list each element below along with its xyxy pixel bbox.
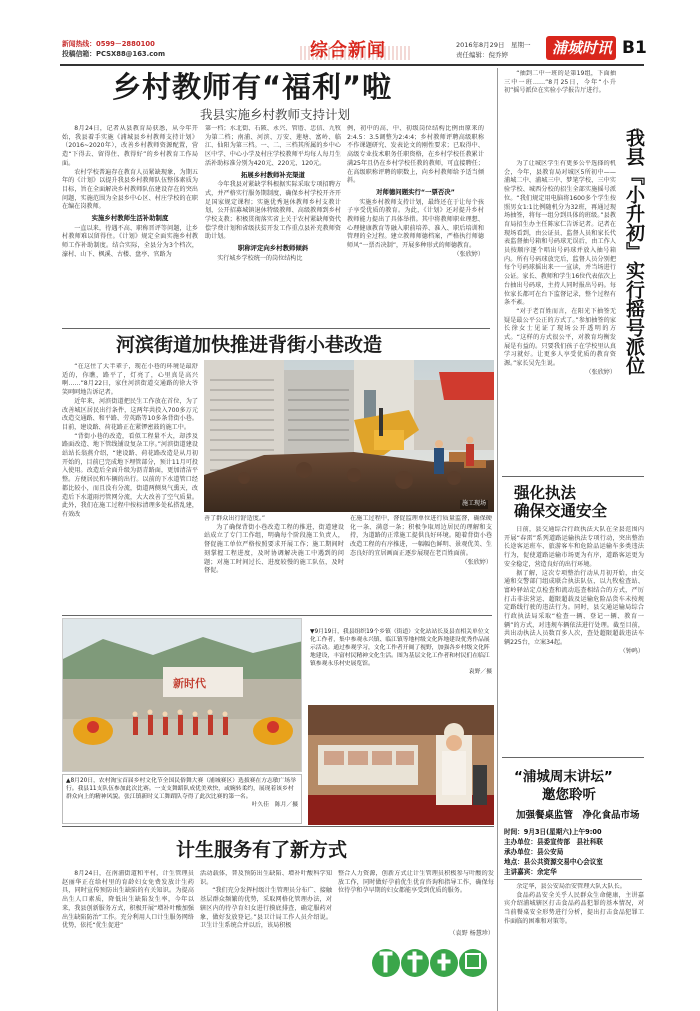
- story1-para: 实施乡村教师支持计划，最终还在于让每个孩子享受优质的教育。为此，《计划》还对提升乡村教师能力提出了具体举措。其中将教师职业理想、心理健康教育等融入职前培养、准入、职后培训和管理的全过程。建立教师师德档案，严格执行师德师风“一票否决制”，开展多种形式的师德教育。: [347, 198, 484, 250]
- lecture-row: 主讲嘉宾：余定华: [504, 868, 557, 876]
- hotline-label: 新闻热线：: [62, 40, 96, 48]
- story4-para: 整合人力资源，创新方式让计生管理员积极参与叶酸的发放工作，同时做好孕前优生优育咨询和指导工作，确保每位待孕和孕早期的妇女都能享受到优质的服务。: [338, 870, 494, 895]
- story4-top-rule: [62, 826, 494, 827]
- right-column-divider: [497, 68, 498, 1011]
- dance-festival-credit: 叶久佳 陈月／摄: [251, 802, 298, 808]
- story2-byline: （张欣婷）: [461, 558, 492, 566]
- health-window-logo-art: [370, 942, 490, 984]
- story1-subheading: 实施乡村教师生活补助制度: [91, 214, 169, 223]
- story1-headline: 乡村教师有“福利”啦: [112, 70, 393, 104]
- lecture-row: 主办单位：县委宣传部 县社科联: [504, 838, 603, 846]
- story1-byline: （张欣婷）: [453, 250, 484, 258]
- sidebar1-para: “对于老百姓而言，在阳光下抽签无疑是最公平公正的方式了。”参加抽签的家长徐女士见证了现场公开透明的方式。“这样的方式很公平，对教育均衡发展是有益的。只要我们孩子在学校里认真学习就好。让更多人享受优质的教育资源。”家长吴先生说。: [504, 307, 616, 368]
- story1-para: 8月24日，记者从县教育局获悉，从今年开始，我县着手实施《浦城县乡村教师支持计划》（2016~2020年），改善乡村教师资源配置，营造“下得去、留得住、教得好”的乡村教育工作局面。: [62, 125, 198, 167]
- story2-para: 在施工过程中，督促监理单位进行质量监督，确保硬化一条、满意一条；积极争取周边居民的理解和支持，为道路的正常施工提供良好环境。随着背街小巷改造工程的有序推进，一幅幅色鲜明、景观优美、生态良好的宜居画面正逐步展现在老百姓面前。: [350, 515, 492, 557]
- story1-column-2: [205, 125, 341, 325]
- lecture-topic: 加强餐桌监管 净化食品市场: [516, 810, 640, 821]
- editor-credit: 责任编辑：倪乔婷: [456, 51, 508, 59]
- dance-festival-caption-text: ▲8月20日，农村淘宝首届乡村文化节全国民俗舞大赛（浦城赛区）选拔赛在方志敏广场举行。我县11支队伍参加此次比赛。一支支舞蹈队成优美欢快，或婉转柔约，展现着该乡村群众向上的精神风貌。张江镇新时义工舞蹈队夺得了此次比赛的第一名。: [66, 778, 297, 800]
- email: [62, 50, 165, 59]
- lecture-row: 承办单位：县公安局: [504, 848, 564, 856]
- email-label: 投稿信箱：: [62, 50, 96, 58]
- lecture-row: 地点：县公共资源交易中心会议室: [504, 858, 603, 866]
- lecture-bio: [504, 883, 644, 1008]
- lecture-row: 时间：9月3日(星期六)上午9:00: [504, 828, 602, 836]
- paper-name: 浦城时讯: [552, 39, 613, 57]
- story2-para: “在这住了大半辈子，现在小巷的环境是最舒适的，你瞧，路平了，灯亮了，心里真是高兴啊……”8月22日，家住河滨街道交通路的徐大爷笑呵呵地告诉记者。: [62, 363, 198, 397]
- story1-para: 第一档；水北街、石陂、永兴、管厝、忠信、九牧为第二档；南浦、河滨、万安、莲塘、富岭、临江、仙阳为第三档。一、二、三档其所属的乡中心区中学、中心小学及村庄学校教师平均每人每月生活补助标准分别为420元、220元、120元。: [205, 125, 341, 167]
- masthead-rule: [60, 64, 644, 66]
- story4-para: 活动载体，普及预防出生缺陷、增补叶酸科学知识。: [200, 870, 332, 886]
- story2-para: 为了确保背街小巷改造工程的推进，街道建设站成立了专门工作组，明确每个阶段施工负责人，督促施工单位严格按照要求开展工作；施工期间时刻掌握工程进度，及时协调解决施工中遇到的问题；对施工时间过长、进度较慢的施工队伍，及时督促。: [204, 523, 344, 575]
- story1-subhead: 我县实施乡村教师支持计划: [200, 107, 351, 122]
- lecture-details: [504, 827, 644, 877]
- sidebar1-headline: 我县『小升初』实行摇号派位: [623, 128, 645, 375]
- story4-headline: 计生服务有了新方式: [176, 839, 348, 861]
- story2-headline: 河滨街道加快推进背街小巷改造: [116, 334, 383, 356]
- sidebar1-para: “抽到二中一班的是第19组，下面抽三中一班……”8月25日，今年“小升初”摇号派位在实验小学报告厅进行。: [504, 70, 616, 95]
- dance-festival-image: [63, 619, 302, 772]
- story2-column-1: [62, 363, 198, 655]
- story1-subheading: 职称评定向乡村教师倾斜: [237, 244, 309, 253]
- exhibition-caption: [310, 628, 492, 704]
- story3-para: 日前，县交通综合行政执法大队在全县范围内开展“春雷”系列道路运输执法专项行动，突出整治长途客运班车、旅游客车和危险品运输车多类违法行为，促使道路运输市场更为有序，道路客运更为安全稳定，营造良好的出行环境。: [504, 526, 644, 568]
- sidebar1-byline: （张欣婷）: [585, 368, 616, 376]
- story1-subheading: 拓展乡村教师补充渠道: [241, 170, 305, 179]
- lecture-divider: [504, 879, 642, 880]
- story4-column-1: [62, 870, 194, 1010]
- section-title: [300, 40, 410, 64]
- exhibition-image: [308, 705, 494, 825]
- exhibition-caption-text: ▼9月19日，我县组织19个乡镇（街道）文化站站长及县直相关单位文化工作者，集中参观永兴镇、临江镇等地村级文化阵地建设优秀作品展示活动。通过参观学习，文化工作者开阔了视野，加强各乡村级文化阵地建设，丰富村民精神文化生活。图为基层文化工作者和村民们在临江镇参观永乐村史展览馆。: [310, 629, 490, 667]
- story1-para: 实行城乡学校统一的岗位结构比: [217, 254, 303, 262]
- sidebar1-body: [504, 160, 616, 480]
- story1-para: 农村学校普遍存在教育人员紧缺现象，为期五年的《计划》以提升我县乡村教师队伍整体素质为目标，旨在全面解决乡村教师队伍建设存在的突出问题，实施范围为全县乡中心区、村庄学校的在职在编在岗教师。: [62, 168, 198, 211]
- story3-byline: （钟鸣）: [619, 647, 644, 655]
- story3-body: [504, 526, 644, 788]
- story1-column-1: [62, 125, 198, 325]
- dance-festival-caption: [62, 774, 302, 824]
- story3-headline-1: 强化执法: [514, 483, 577, 502]
- lecture-bio-para: 食品药品安全关乎人民群众生命健康，主讲嘉宾介绍浦城辖区打击食品药品犯罪的基本情况，对当前餐桌安全形势进行分析，提出打击食品犯罪工作面临的困难和对策等。: [504, 891, 644, 925]
- story3-headline-2: 确保交通安全: [514, 501, 608, 520]
- exhibition-credit: 袁野／摄: [468, 669, 492, 675]
- sidebar1-bottom-rule: [502, 476, 644, 477]
- festival-banner-text: 新时代: [173, 677, 206, 690]
- email-value: PCSX88@163.com: [95, 50, 166, 58]
- story2-para: 近年来，河滨街道把民生工作放在首位，为了改善城区居民出行条件，这两年共投入700多万元改造交通路、和平路、劳英路等10多条背街小巷。目前，建设路、荷花路正在紧锣密鼓的施工中。: [62, 397, 198, 431]
- story3-para: 据了解，这次专项整治行动从月初开始，由交通和交警部门组成联合执法队伍，以九牧检查站、富岭驿站定点检查和流动巡查相结合的方式，严厉打击非法营运、超限超载及运输危险品货车未按规定路线行驶的违法行为。同时，县交通运输局综合行政执法局采取“检查一辆、登记一辆、教育一辆”的方式，对违规车辆依法进行处理。截至目前，共出动执法人员数百多人次，查处超限超载违法车辆225台，立案34起。: [504, 569, 644, 647]
- story2-bottom-rule: [62, 615, 492, 616]
- dance-festival-photo: [62, 618, 302, 772]
- page-number: B1: [622, 38, 647, 58]
- health-window-logo: [370, 942, 490, 984]
- story1-para: 今年我县对紧缺学科根据实际采取专项招聘方式，并严格实行服务期制度，确保乡村学校开齐开足国家规定课程；实施优秀退休教师乡村支教计划，公开招募城镇退休特级教师、高级教师到乡村学校支教；积极贯彻落实省上关于农村紧缺师资代偿学费计划和省级扶贫开发工作重点县补充教师资助计划。: [205, 181, 341, 241]
- lecture-notice: [502, 765, 644, 1011]
- story4-column-2: [200, 870, 332, 1010]
- hotline: [62, 40, 155, 49]
- sidebar1-para: 为了让城区学生有更多公平选择的机会，今年，县教育局对城区5所初中——浦城二中、浦城三中、梦笔学校、三中实验学校、城西分校的招生全部实施摇号派位。“我们规定用电脑将1600多个学生按照男女1:1比例随机分为32班，再通过现场抽签，将每一组分到具体的班级。”县教育局招生办主任陈家仁告诉记者。记者在现场看到，由公证员、监督人员和家长代表监督抽号箱和号码球无误后，由工作人员按顺序逐个唱出号码球并放入抽号箱内。所有号码球放完后，监督人员分别把每个号码球摇出来一一宣读，并当场进行公证。家长、教师和学生16位代表依次上台抽出号码球，主持人同时报出号码。每位家长都可在台下监督记录，整个过程有条不紊。: [504, 160, 616, 307]
- story4-para: “我们充分发挥村级计生管理员分布广、接触基层群众频繁的优势，采取网格化管理办法，对辖区内的待孕育妇女进行摸底排查，确定服药对象，做好发放登记。”县卫计局工作人员介绍说。卫生计生系统合并以后，该局积极: [200, 887, 332, 930]
- story1-para: 例，初中的高、中、初级岗位结构比例由原来的2:4.5：3.5调整为2:4:4；乡村教师评聘高级职称不作课题研究、发表论文的刚性要求；已取得中、高级专业技术职务任职资格，在乡村学校任教累计满25年且仍在乡村学校任教的教师，可直接聘任；在高级职称评聘的职数上，向乡村教师给予适当倾斜。: [347, 125, 484, 185]
- story2-para: “背街小巷的改造，看似工程量不大，却涉及路面改造、地下管线铺设复杂工序。”河滨街道建设站站长翁燕介绍，“建设路、荷花路改造是从月初开始的，目前已完成地下埋管部分，预计11月可投入使用。改造后全面升级为沥青路面，更加清洁平整。方便居民和车辆的出行。以前的下水道管口经都比较小，而且没有分流，街道两侧臭气熏天，改造后下水道雨污管网分流，大大改善了空气质量。此外，我们在施工过程中按标清理多处私搭乱建，有效改: [62, 432, 198, 518]
- section-title-text: 综合新闻: [310, 40, 386, 61]
- issue-date: 2016年8月29日 星期一: [456, 41, 531, 49]
- construction-photo-label: 施工现场: [461, 500, 486, 508]
- story3-bottom-rule: [502, 757, 644, 758]
- story1-para: 一直以来，待遇不高、职称晋评等问题，让乡村教师难以留得住。《计划》规定全面实施乡村教师工作补助制度。结合实际，全县分为3个档次，濠村、山下、枫溪、古楼、盘亭、官路为: [62, 224, 198, 258]
- story1-bottom-rule: [62, 328, 490, 329]
- construction-photo: [204, 360, 494, 512]
- story4-para: 8月24日，在南浦街道和平村，计生管理员赵丽华正在给村里的育龄妇女免费发放计生药具，同时宣传预防出生缺陷的有关知识。为提高出生人口素质，降低出生缺陷发生率，今年以来，我县创新服务方式，积极开展“增补叶酸加强出生缺陷防治”工作。充分利用人口计生服务网络优势，依托“优生促进”: [62, 870, 194, 930]
- story4-byline: （袁野 杨慧珍）: [449, 930, 494, 937]
- paper-name-logo: [546, 36, 616, 60]
- masthead: [0, 0, 700, 66]
- story1-subheading: 对师德问题实行“一票否决”: [376, 187, 455, 196]
- exhibition-photo: [308, 705, 494, 825]
- lecture-title-2: 邀您聆听: [542, 787, 596, 803]
- story1-column-3: [347, 125, 484, 325]
- lecture-bio-para: 余定华，县公安局治安管理大队大队长。: [516, 883, 626, 890]
- lecture-title-1: “浦城周末讲坛”: [514, 769, 613, 785]
- construction-photo-image: [204, 360, 494, 512]
- hotline-value: 0599－2880100: [95, 40, 155, 48]
- story4-column-3: [338, 870, 494, 930]
- story2-para: 善了群众出行舒适度。”: [204, 515, 266, 522]
